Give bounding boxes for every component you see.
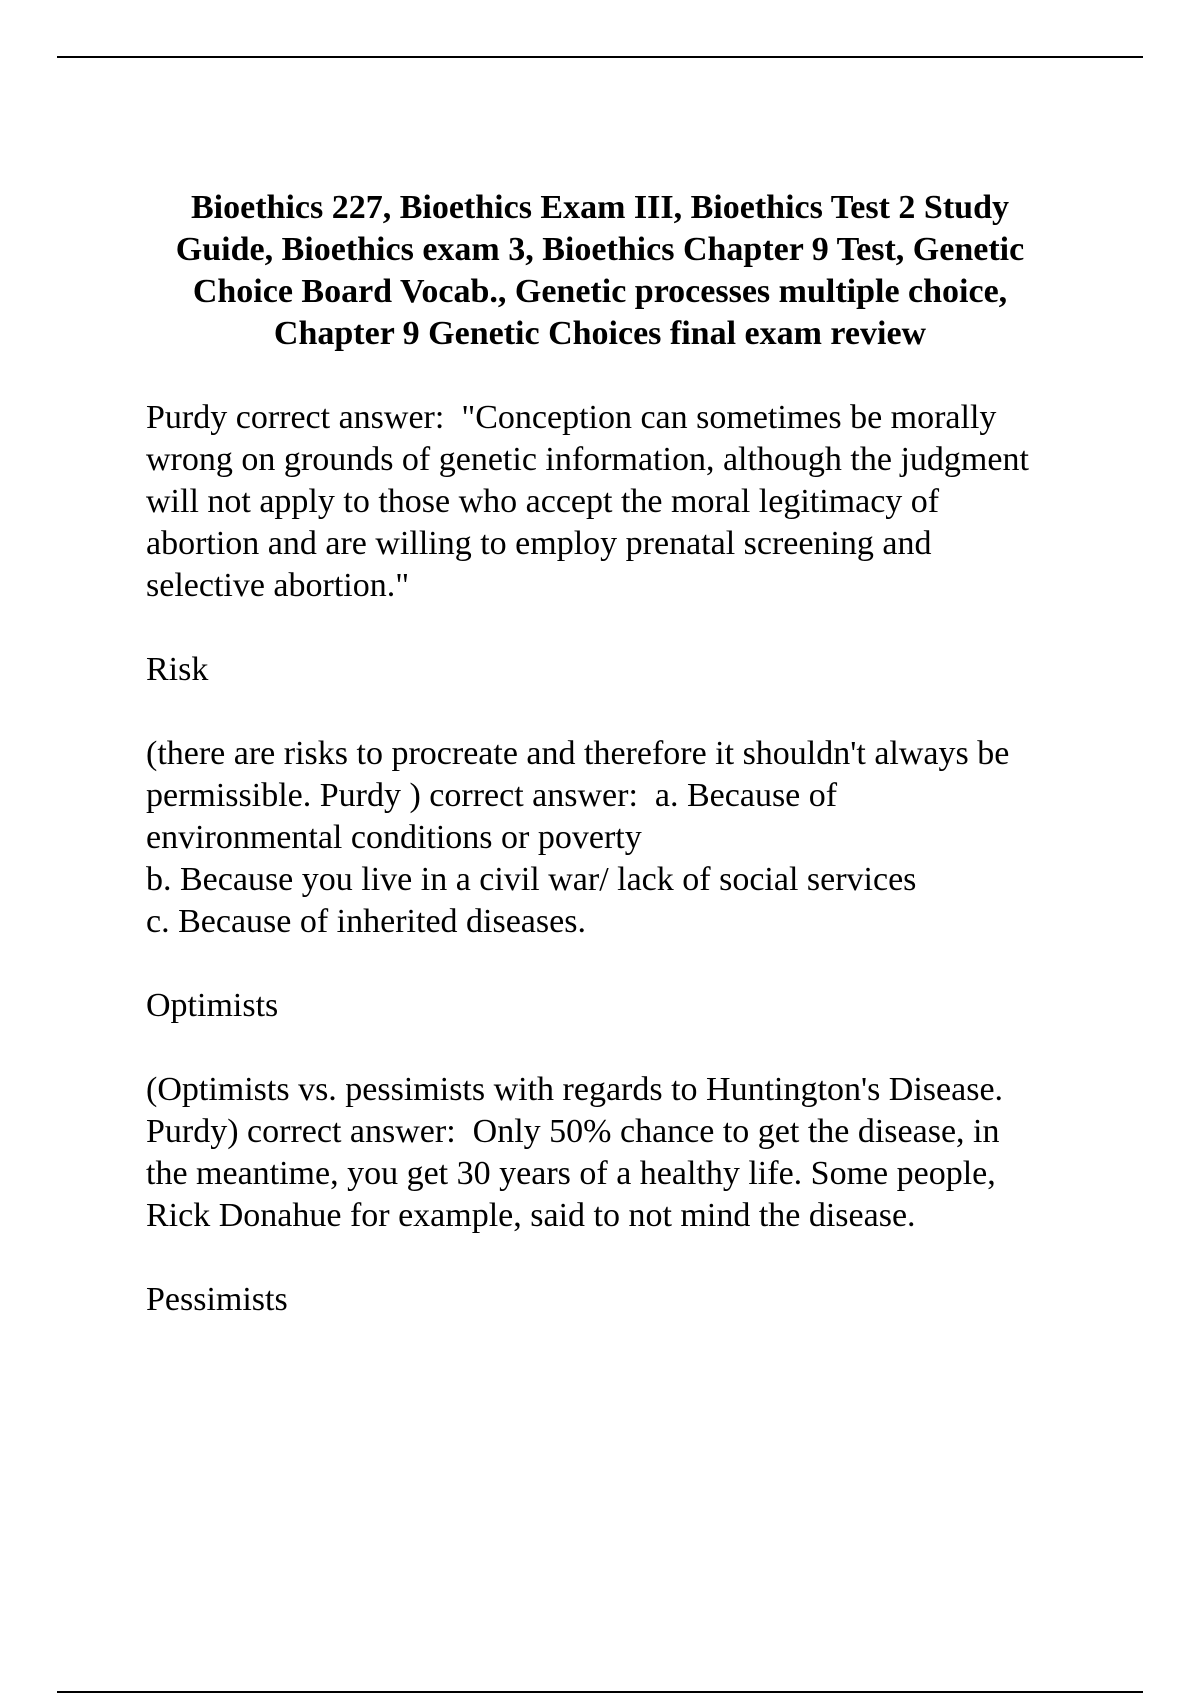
term-optimists: [146, 985, 1146, 1027]
title-line: Choice Board Vocab., Genetic processes multiple choice,: [192, 273, 1008, 310]
title-line: Chapter 9 Genetic Choices final exam review: [273, 315, 927, 352]
text-line: c. Because of inherited diseases.: [146, 903, 586, 940]
text-line: will not apply to those who accept the moral legitimacy of: [146, 483, 940, 520]
text-line: the meantime, you get 30 years of a healthy life. Some people,: [146, 1155, 996, 1192]
title-line: Bioethics 227, Bioethics Exam III, Bioethics Test 2 Study: [191, 189, 1009, 226]
document-title: [130, 187, 1070, 355]
term-label: Pessimists: [146, 1281, 288, 1318]
answer-paragraph-conception: [146, 397, 1146, 607]
bottom-divider: [57, 1691, 1143, 1693]
text-line: abortion and are willing to employ prenatal screening and: [146, 525, 932, 562]
text-line: b. Because you live in a civil war/ lack of social services: [146, 861, 917, 898]
title-line: Guide, Bioethics exam 3, Bioethics Chapter 9 Test, Genetic: [175, 231, 1025, 268]
text-line: Purdy) correct answer: Only 50% chance to get the disease, in: [146, 1113, 1000, 1150]
term-risk: [146, 649, 1146, 691]
term-label: Optimists: [146, 987, 279, 1024]
answer-paragraph-optimists: [146, 1069, 1146, 1237]
term-label: Risk: [146, 651, 209, 688]
term-pessimists: [146, 1279, 1146, 1321]
text-line: wrong on grounds of genetic information, although the judgment: [146, 441, 1029, 478]
top-divider: [57, 56, 1143, 58]
text-line: Rick Donahue for example, said to not mind the disease.: [146, 1197, 916, 1234]
text-line: environmental conditions or poverty: [146, 819, 642, 856]
document-body: [146, 397, 1146, 1363]
text-line: permissible. Purdy ) correct answer: a. Because of: [146, 777, 838, 814]
text-line: Purdy correct answer: "Conception can sometimes be morally: [146, 399, 997, 436]
text-line: (there are risks to procreate and therefore it shouldn't always be: [146, 735, 1010, 772]
answer-paragraph-risk: [146, 733, 1146, 943]
text-line: selective abortion.": [146, 567, 410, 604]
text-line: (Optimists vs. pessimists with regards to Huntington's Disease.: [146, 1071, 1004, 1108]
